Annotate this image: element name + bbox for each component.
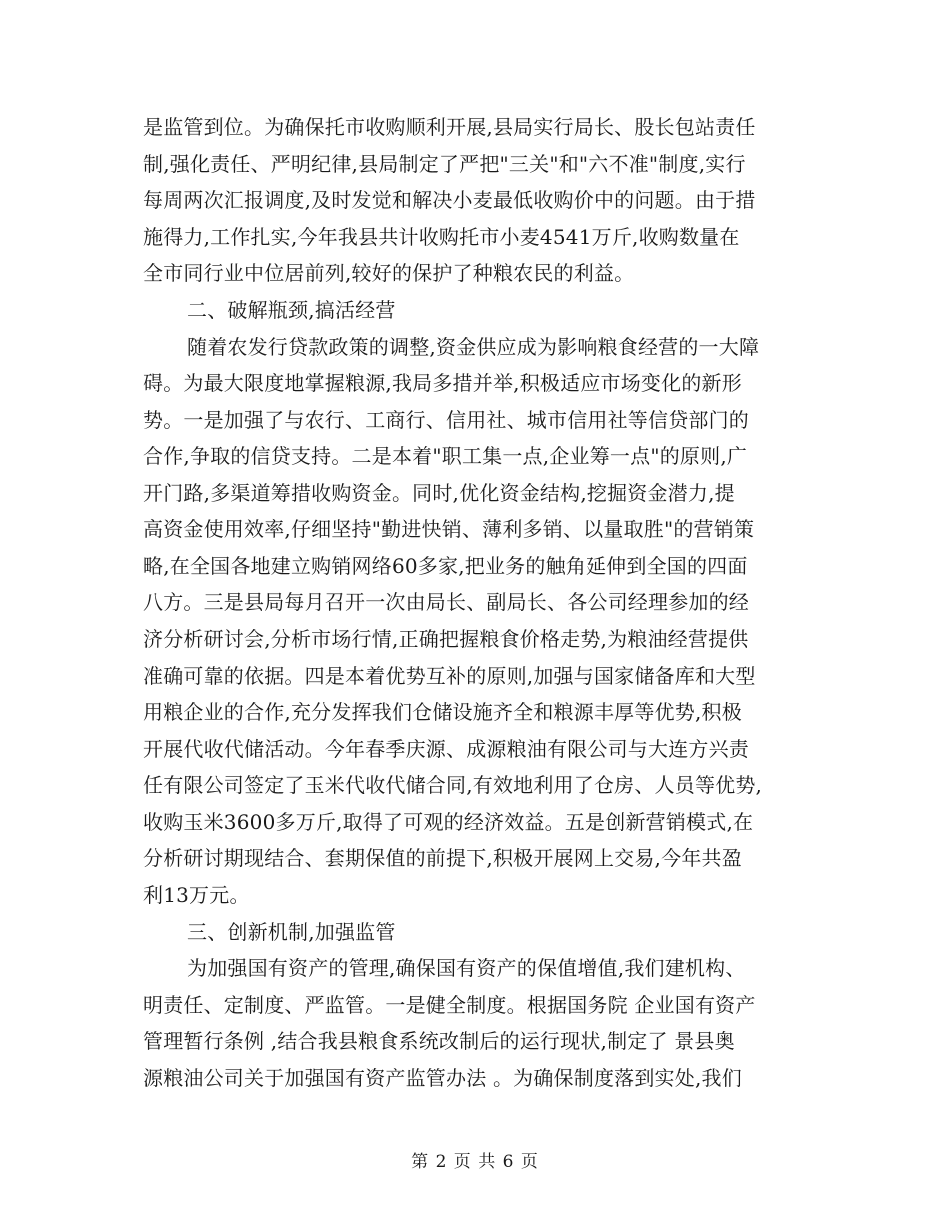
section-heading: 二、破解瓶颈,搞活经营	[187, 298, 396, 322]
text-line: 随着农发行贷款政策的调整,资金供应成为影响粮食经营的一大障	[187, 335, 760, 359]
text-line: 准确可靠的依据。四是本着优势互补的原则,加强与国家储备库和大型	[143, 664, 756, 688]
page-number-footer: 第 2 页 共 6 页	[411, 1152, 539, 1172]
text-line: 用粮企业的合作,充分发挥我们仓储设施齐全和粮源丰厚等优势,积极	[143, 700, 742, 724]
text-line: 开门路,多渠道筹措收购资金。同时,优化资金结构,挖掘资金潜力,提	[143, 481, 735, 505]
text-line: 管理暂行条例 ,结合我县粮食系统改制后的运行现状,制定了 景县奥	[143, 1029, 735, 1053]
text-line: 每周两次汇报调度,及时发觉和解决小麦最低收购价中的问题。由于措	[143, 188, 756, 212]
text-line: 八方。三是县局每月召开一次由局长、副局长、各公司经理参加的经	[143, 590, 749, 614]
text-line: 势。一是加强了与农行、工商行、信用社、城市信用社等信贷部门的	[143, 408, 749, 432]
text-line: 明责任、定制度、严监管。一是健全制度。根据国务院 企业国有资产	[143, 993, 756, 1017]
text-line: 碍。为最大限度地掌握粮源,我局多措并举,积极适应市场变化的新形	[143, 371, 742, 395]
text-line: 收购玉米3600多万斤,取得了可观的经济效益。五是创新营销模式,在	[143, 810, 754, 834]
text-line: 制,强化责任、严明纪律,县局制定了严把"三关"和"六不准"制度,实行	[143, 152, 746, 176]
text-line: 济分析研讨会,分析市场行情,正确把握粮食价格走势,为粮油经营提供	[143, 627, 749, 651]
text-line: 利13万元。	[143, 883, 250, 907]
text-line: 开展代收代储活动。今年春季庆源、成源粮油有限公司与大连方兴责	[143, 737, 749, 761]
section-heading: 三、创新机制,加强监管	[187, 920, 396, 944]
text-line: 任有限公司签定了玉米代收代储合同,有效地利用了仓房、人员等优势,	[143, 773, 763, 797]
text-line: 略,在全国各地建立购销网络60多家,把业务的触角延伸到全国的四面	[143, 554, 748, 578]
text-line: 源粮油公司关于加强国有资产监管办法 。为确保制度落到实处,我们	[143, 1066, 742, 1090]
text-line: 施得力,工作扎实,今年我县共计收购托市小麦4541万斤,收购数量在	[143, 225, 740, 249]
text-line: 合作,争取的信贷支持。二是本着"职工集一点,企业筹一点"的原则,广	[143, 444, 748, 468]
text-line: 全市同行业中位居前列,较好的保护了种粮农民的利益。	[143, 261, 635, 285]
text-line: 高资金使用效率,仔细坚持"勤进快销、薄利多销、以量取胜"的营销策	[143, 517, 755, 541]
text-line: 是监管到位。为确保托市收购顺利开展,县局实行局长、股长包站责任	[143, 115, 756, 139]
text-line: 分析研讨期现结合、套期保值的前提下,积极开展网上交易,今年共盈	[143, 846, 742, 870]
text-line: 为加强国有资产的管理,确保国有资产的保值增值,我们建机构、	[187, 956, 746, 980]
